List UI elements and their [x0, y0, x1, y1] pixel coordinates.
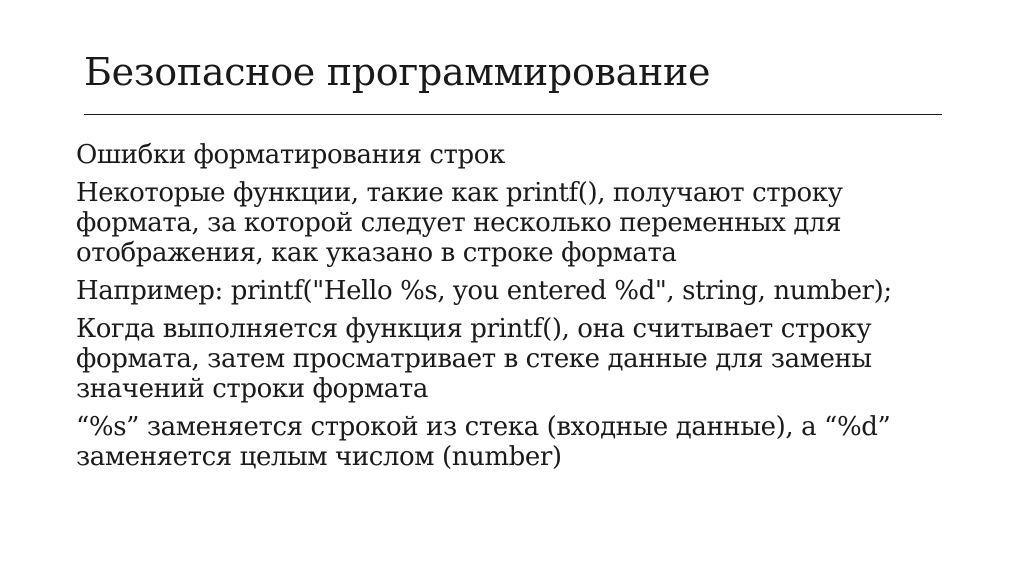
slide-title: Безопасное программирование — [84, 50, 711, 94]
paragraph-substitution — [76, 412, 956, 472]
paragraph-line: формата, затем просматривает в стеке данные для замены — [76, 344, 872, 374]
paragraph-line: Например: printf("Hello %s, you entered %d", string, number); — [76, 276, 892, 306]
paragraph-line: значений строки формата — [76, 374, 428, 404]
slide-body — [76, 140, 956, 480]
paragraph-execution — [76, 314, 956, 404]
paragraph-line: Когда выполняется функция printf(), она считывает строку — [76, 314, 872, 344]
paragraph-line: Некоторые функции, такие как printf(), получают строку — [76, 178, 843, 208]
paragraph-line: заменяется целым числом (number) — [76, 442, 562, 472]
paragraph-heading — [76, 140, 956, 170]
paragraph-line: отображения, как указано в строке формата — [76, 238, 677, 268]
paragraph-example — [76, 276, 956, 306]
paragraph-line: Ошибки форматирования строк — [76, 140, 505, 170]
paragraph-line: формата, за которой следует несколько переменных для — [76, 208, 842, 238]
title-divider — [84, 114, 942, 115]
paragraph-functions — [76, 178, 956, 268]
paragraph-line: “%s” заменяется строкой из стека (входные данные), а “%d” — [76, 412, 891, 442]
